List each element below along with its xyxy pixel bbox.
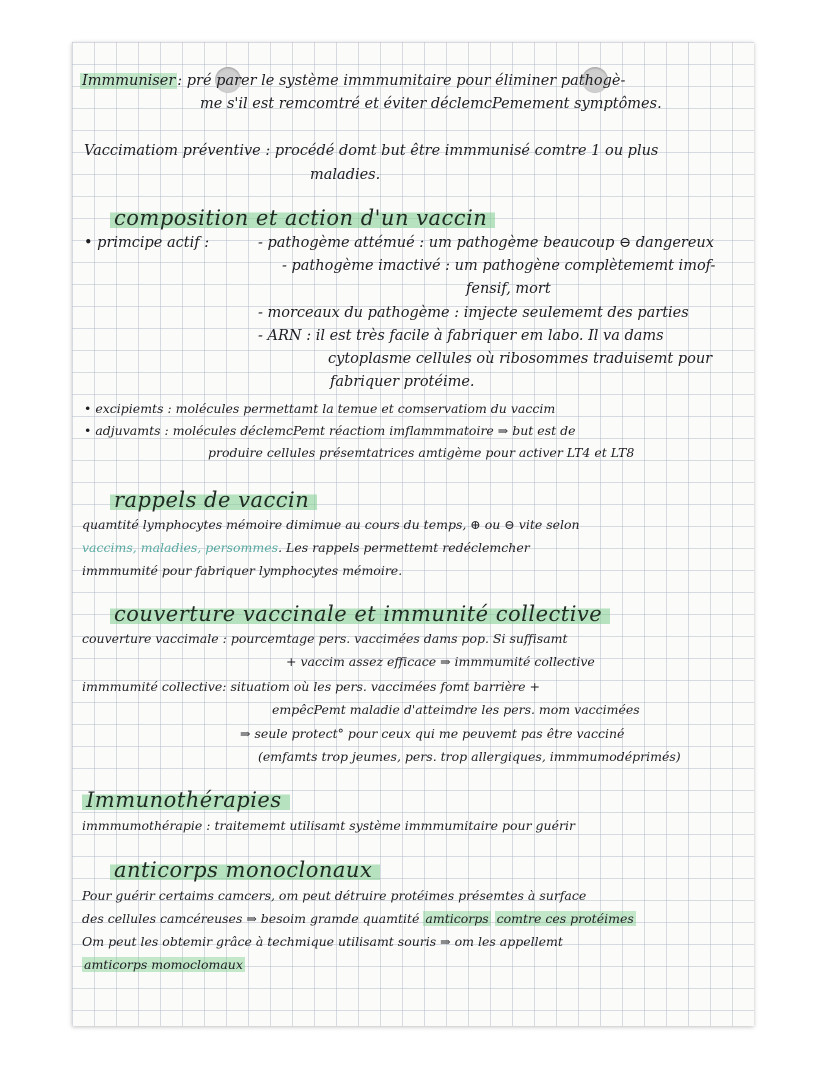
heading-composition: composition et action d'un vaccin: [110, 206, 495, 230]
immunotherapie-label: immmumothérapie: [82, 818, 203, 833]
immunotherapie-line: [82, 817, 575, 835]
anticorps-line-3: Om peut les obtemir grâce à techmique utilisamt souris ⇒ om les appellemt: [82, 934, 563, 949]
immunotherapie-def: : traitememt utilisamt système immmumitaire pour guérir: [206, 818, 575, 833]
composition-item-5: cytoplasme cellules où ribosommes traduisemt pour: [328, 351, 713, 367]
composition-item-6: fabriquer protéime.: [330, 374, 475, 390]
rappels-line-2: [82, 539, 530, 557]
rappels-line-3: immmumité pour fabriquer lymphocytes mémoire.: [82, 563, 403, 578]
couverture-label: couverture vaccimale: [82, 631, 219, 646]
immunite-line-1: [82, 678, 540, 696]
adjuvants-line-2: produire cellules présemtatrices amtigème pour activer LT4 et LT8: [208, 445, 635, 460]
composition-item-1: - pathogème imactivé : um pathogène complètememt imof-: [282, 258, 716, 274]
rappels-line-1: quamtité lymphocytes mémoire dimimue au cours du temps, ⊕ ou ⊖ vite selon: [82, 517, 580, 532]
immunite-line-4: (emfamts trop jeumes, pers. trop allergiques, immmumodéprimés): [258, 749, 681, 764]
heading-couverture: couverture vaccinale et immunité collective: [110, 602, 610, 626]
composition-item-2: fensif, mort: [466, 281, 551, 297]
immuniser-def-1: : pré parer le système immmumitaire pour éliminer pathogè-: [177, 73, 626, 89]
anticorps-line-2-a: des cellules camcéreuses ⇒ besoim gramde quamtité: [82, 911, 420, 926]
immunite-label: immmumité collective:: [82, 679, 227, 694]
immunite-line-2: empêcPemt maladie d'atteimdre les pers. mom vaccimées: [272, 702, 640, 717]
heading-immunotherapies: Immunothérapies: [82, 788, 290, 812]
adjuvants-line-1: • adjuvamts : molécules déclemcPemt réactiom imflammmatoire ⇒ but est de: [84, 423, 576, 438]
composition-item-3: - morceaux du pathogème : imjecte seulememt des parties: [258, 305, 689, 321]
anticorps-line-2-c: comtre ces protéimes: [496, 911, 634, 926]
immuniser-line-1: [80, 72, 625, 90]
vaccination-line-1: [84, 142, 658, 160]
couverture-def-1: : pourcemtage pers. vaccimées dams pop. Si suffisamt: [222, 631, 568, 646]
rappels-colored-text: vaccims, maladies, persommes: [82, 540, 279, 555]
immuniser-line-2: me s'il est remcomtré et éviter déclemcPemement symptômes.: [200, 96, 662, 112]
anticorps-highlight: amticorps: [425, 911, 489, 926]
principe-actif-label: • primcipe actif :: [84, 235, 210, 251]
notebook-page: [72, 42, 754, 1026]
heading-rappels: rappels de vaccin: [110, 488, 317, 512]
composition-item-4: - ARN : il est très facile à fabriquer em labo. Il va dams: [258, 328, 664, 344]
anticorps-line-2: [82, 910, 636, 928]
immuniser-term: Immmuniser: [82, 73, 176, 89]
vaccination-line-2: maladies.: [310, 167, 381, 183]
heading-anticorps: anticorps monoclonaux: [110, 858, 380, 882]
anticorps-line-4: [82, 956, 245, 974]
vaccination-def-1: : procédé domt but être immmunisé comtre 1 ou plus: [265, 143, 659, 159]
couverture-line-1: [82, 630, 568, 648]
immunite-line-3: ⇒ seule protect° pour ceux qui me peuvemt pas être vacciné: [240, 726, 625, 741]
vaccination-term: Vaccimatiom préventive: [84, 143, 261, 159]
anticorps-monoclonaux-term: amticorps momoclomaux: [84, 957, 243, 972]
couverture-line-2: + vaccim assez efficace ⇒ immmumité collective: [286, 654, 595, 669]
immunite-def-1: situatiom où les pers. vaccimées fomt barrière +: [230, 679, 541, 694]
excipients-line: • excipiemts : molécules permettamt la temue et comservatiom du vaccim: [84, 401, 556, 416]
anticorps-line-1: Pour guérir certaims camcers, om peut détruire protéimes présemtes à surface: [82, 888, 587, 903]
composition-item-0: - pathogème attémué : um pathogème beaucoup ⊖ dangereux: [258, 235, 714, 251]
rappels-line-2-rest: . Les rappels permettemt redéclemcher: [278, 540, 530, 555]
